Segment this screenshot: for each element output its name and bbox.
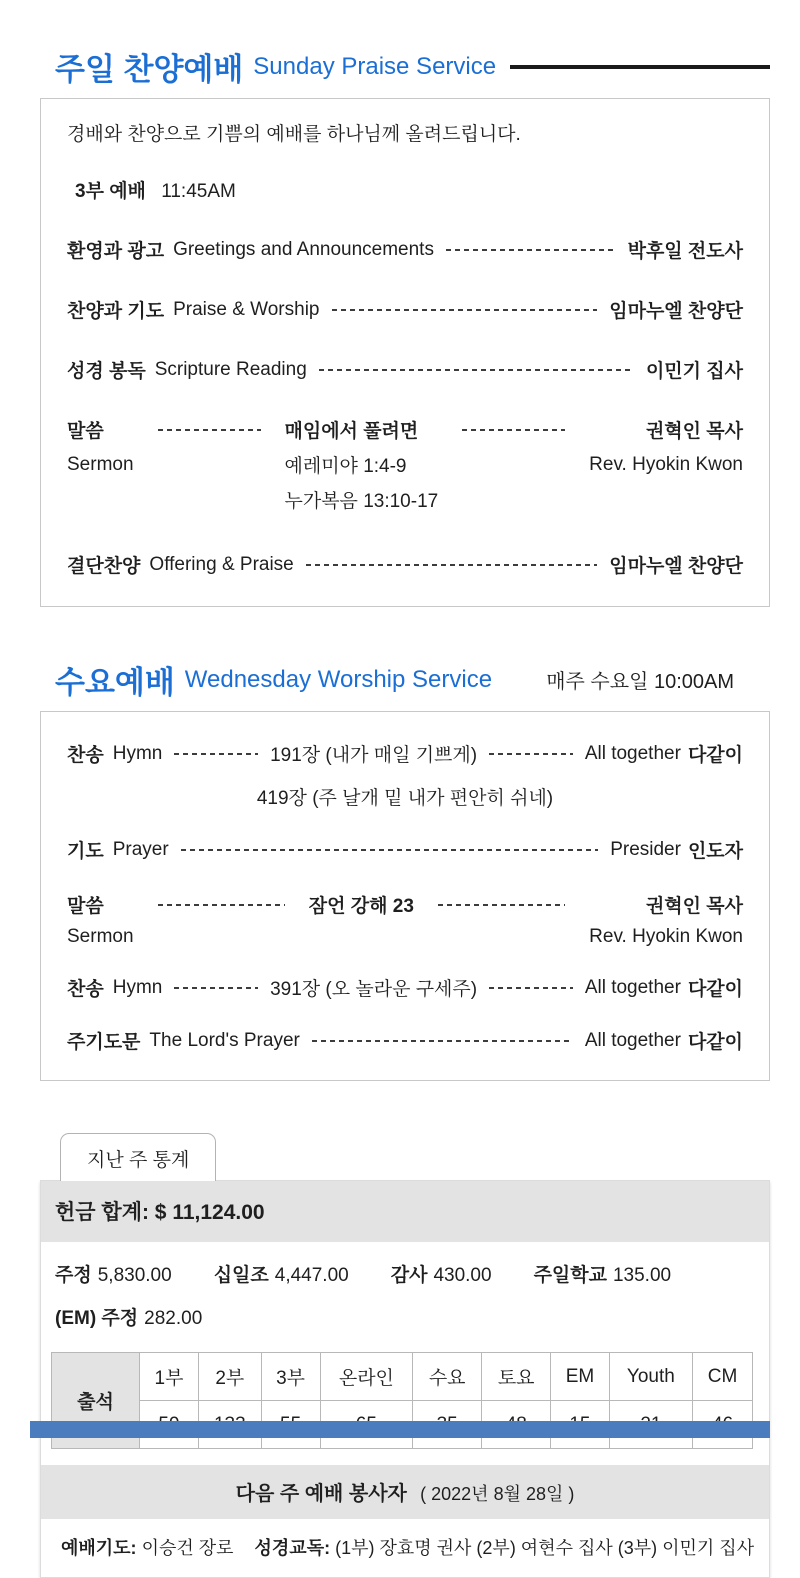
sermon-title: 잠언 강해 23 — [308, 896, 414, 917]
item-person-english: All together — [584, 976, 681, 998]
sermon-person-english: Rev. Hyokin Kwon — [589, 453, 743, 475]
tab-last-week-stats[interactable]: 지난 주 통계 — [60, 1133, 216, 1181]
dashed-leader — [158, 429, 261, 431]
wednesday-sermon-block — [67, 891, 743, 948]
item-label-korean: 주기도문 — [67, 1032, 141, 1053]
offering-item — [55, 1260, 172, 1287]
dashed-leader — [174, 987, 258, 989]
sermon-person-korean: 권혁인 목사 — [645, 421, 743, 442]
item-person: 박후일 전도사 — [627, 241, 743, 262]
offering-item — [391, 1260, 492, 1287]
sermon-title: 매임에서 풀려면 — [284, 421, 419, 442]
sermon-label-english: Sermon — [67, 453, 134, 475]
wednesday-section-header — [55, 657, 770, 702]
sunday-item-offering — [67, 551, 743, 578]
sunday-intro-text: 경배와 찬양으로 기쁨의 예배를 하나님께 올려드립니다. — [67, 124, 521, 145]
item-person-korean: 다같이 — [687, 1032, 743, 1053]
wednesday-service-box — [40, 711, 770, 1081]
offering-label: 감사 — [390, 1265, 428, 1286]
item-person: 임마누엘 찬양단 — [609, 556, 743, 577]
dashed-leader — [438, 904, 565, 906]
item-label-korean: 결단찬양 — [67, 556, 141, 577]
item-person-english: All together — [584, 1029, 681, 1051]
servant-name: (1부) 장효명 권사 (2부) 여현수 집사 (3부) 이민기 집사 — [335, 1538, 755, 1558]
attendance-col-header: 토요 — [482, 1353, 551, 1401]
wednesday-title-english: Wednesday Worship Service — [184, 665, 493, 693]
sermon-scripture-2: 누가복음 13:10-17 — [284, 491, 439, 512]
service-time-label: 3부 예배 — [75, 181, 146, 202]
item-person-english: Presider — [610, 838, 681, 860]
wednesday-schedule: 매주 수요일 10:00AM — [546, 671, 734, 693]
dashed-leader — [312, 1040, 573, 1042]
item-label-korean: 기도 — [67, 841, 104, 862]
wednesday-hymn2 — [67, 974, 743, 1001]
item-label-english: The Lord's Prayer — [149, 1029, 300, 1051]
dashed-leader — [446, 249, 616, 251]
offering-label: 주일학교 — [533, 1265, 607, 1286]
sunday-item-praise — [67, 296, 743, 323]
sunday-sermon-block — [67, 416, 743, 513]
sunday-service-time — [75, 176, 743, 203]
item-label-korean: 환영과 광고 — [67, 241, 165, 262]
sunday-item-scripture — [67, 356, 743, 383]
dashed-leader — [181, 849, 599, 851]
item-person-korean: 다같이 — [687, 745, 743, 766]
dashed-leader — [332, 309, 598, 311]
offering-total-bar: 헌금 합계: $ 11,124.00 — [41, 1181, 769, 1242]
wednesday-hymn1-line2: 419장 (주 날개 밑 내가 편안히 쉬네) — [256, 788, 554, 809]
item-label-english: Praise & Worship — [173, 298, 320, 320]
offering-value: 135.00 — [612, 1265, 672, 1286]
offering-value: 4,447.00 — [274, 1265, 349, 1286]
offering-item — [534, 1260, 672, 1287]
wednesday-lords-prayer — [67, 1027, 743, 1054]
sermon-person-english: Rev. Hyokin Kwon — [589, 926, 743, 947]
offering-label: 십일조 — [213, 1265, 269, 1286]
next-week-title: 다음 주 예배 봉사자 — [235, 1483, 407, 1505]
attendance-col-header: 3부 — [261, 1353, 320, 1401]
attendance-col-header: Youth — [609, 1353, 692, 1401]
attendance-col-header: 온라인 — [320, 1353, 413, 1401]
attendance-row-label: 출석 — [52, 1353, 140, 1449]
servant-role-label: 예배기도: — [61, 1538, 137, 1558]
dashed-leader — [489, 753, 573, 755]
attendance-col-header: 수요 — [413, 1353, 482, 1401]
stats-section — [40, 1133, 770, 1578]
attendance-header-row — [52, 1353, 753, 1401]
dashed-leader — [174, 753, 258, 755]
sermon-label-korean: 말씀 — [67, 421, 104, 442]
item-person: 이민기 집사 — [645, 361, 743, 382]
hymn-number: 391장 (오 놀라운 구세주) — [270, 979, 478, 1000]
attendance-col-header: EM — [551, 1353, 609, 1401]
item-person-english: All together — [584, 742, 681, 764]
sermon-scripture-1: 예레미야 1:4-9 — [284, 456, 407, 477]
offering-label: (EM) 주정 — [55, 1308, 139, 1329]
sunday-item-greetings — [67, 236, 743, 263]
item-label-english: Hymn — [112, 742, 163, 764]
item-person-korean: 다같이 — [687, 979, 743, 1000]
dashed-leader — [462, 429, 565, 431]
offering-label: 주정 — [55, 1265, 92, 1286]
dashed-leader — [489, 987, 573, 989]
footer-blue-bar — [30, 1421, 770, 1438]
service-time-value: 11:45AM — [161, 181, 236, 202]
wednesday-prayer — [67, 836, 743, 863]
offering-breakdown — [41, 1242, 769, 1346]
attendance-col-header: 2부 — [199, 1353, 262, 1401]
servants-line — [41, 1519, 769, 1577]
item-label-english: Hymn — [112, 976, 163, 998]
hymn-number: 191장 (내가 매일 기쁘게) — [270, 745, 478, 766]
stats-box — [40, 1180, 770, 1578]
item-label-english: Prayer — [112, 838, 169, 860]
dashed-leader — [306, 564, 597, 566]
servant-name: 이승건 장로 — [141, 1538, 234, 1558]
offering-em-line — [55, 1303, 755, 1330]
sermon-person-korean: 권혁인 목사 — [645, 896, 743, 917]
header-rule-line — [510, 65, 770, 69]
servant-role-label: 성경교독: — [254, 1538, 331, 1558]
wednesday-hymn1 — [67, 740, 743, 767]
item-label-english: Offering & Praise — [149, 553, 294, 575]
offering-value: 5,830.00 — [97, 1265, 172, 1286]
item-label-english: Greetings and Announcements — [173, 238, 434, 260]
sunday-title-korean: 주일 찬양예배 — [55, 52, 244, 87]
dashed-leader — [158, 904, 285, 906]
wednesday-title-korean: 수요예배 — [55, 665, 175, 700]
item-person: 임마누엘 찬양단 — [609, 301, 743, 322]
item-label-korean: 찬양과 기도 — [67, 301, 165, 322]
sermon-label-korean: 말씀 — [67, 896, 104, 917]
item-label-korean: 찬송 — [67, 979, 104, 1000]
offering-line — [55, 1260, 755, 1287]
sunday-service-box — [40, 98, 770, 607]
attendance-col-header: 1부 — [140, 1353, 199, 1401]
item-label-korean: 찬송 — [67, 745, 104, 766]
attendance-col-header: CM — [693, 1353, 753, 1401]
offering-item — [214, 1260, 349, 1287]
sermon-label-english: Sermon — [67, 926, 134, 947]
sunday-section-header — [55, 0, 770, 89]
item-label-korean: 성경 봉독 — [67, 361, 146, 382]
dashed-leader — [319, 369, 634, 371]
item-label-english: Scripture Reading — [154, 358, 307, 380]
sunday-title-english: Sunday Praise Service — [253, 52, 497, 80]
offering-value: 430.00 — [433, 1265, 492, 1286]
offering-value: 282.00 — [144, 1308, 203, 1329]
next-week-banner — [41, 1465, 769, 1519]
next-week-date: ( 2022년 8월 28일 ) — [420, 1484, 575, 1504]
item-person-korean: 인도자 — [687, 841, 743, 862]
